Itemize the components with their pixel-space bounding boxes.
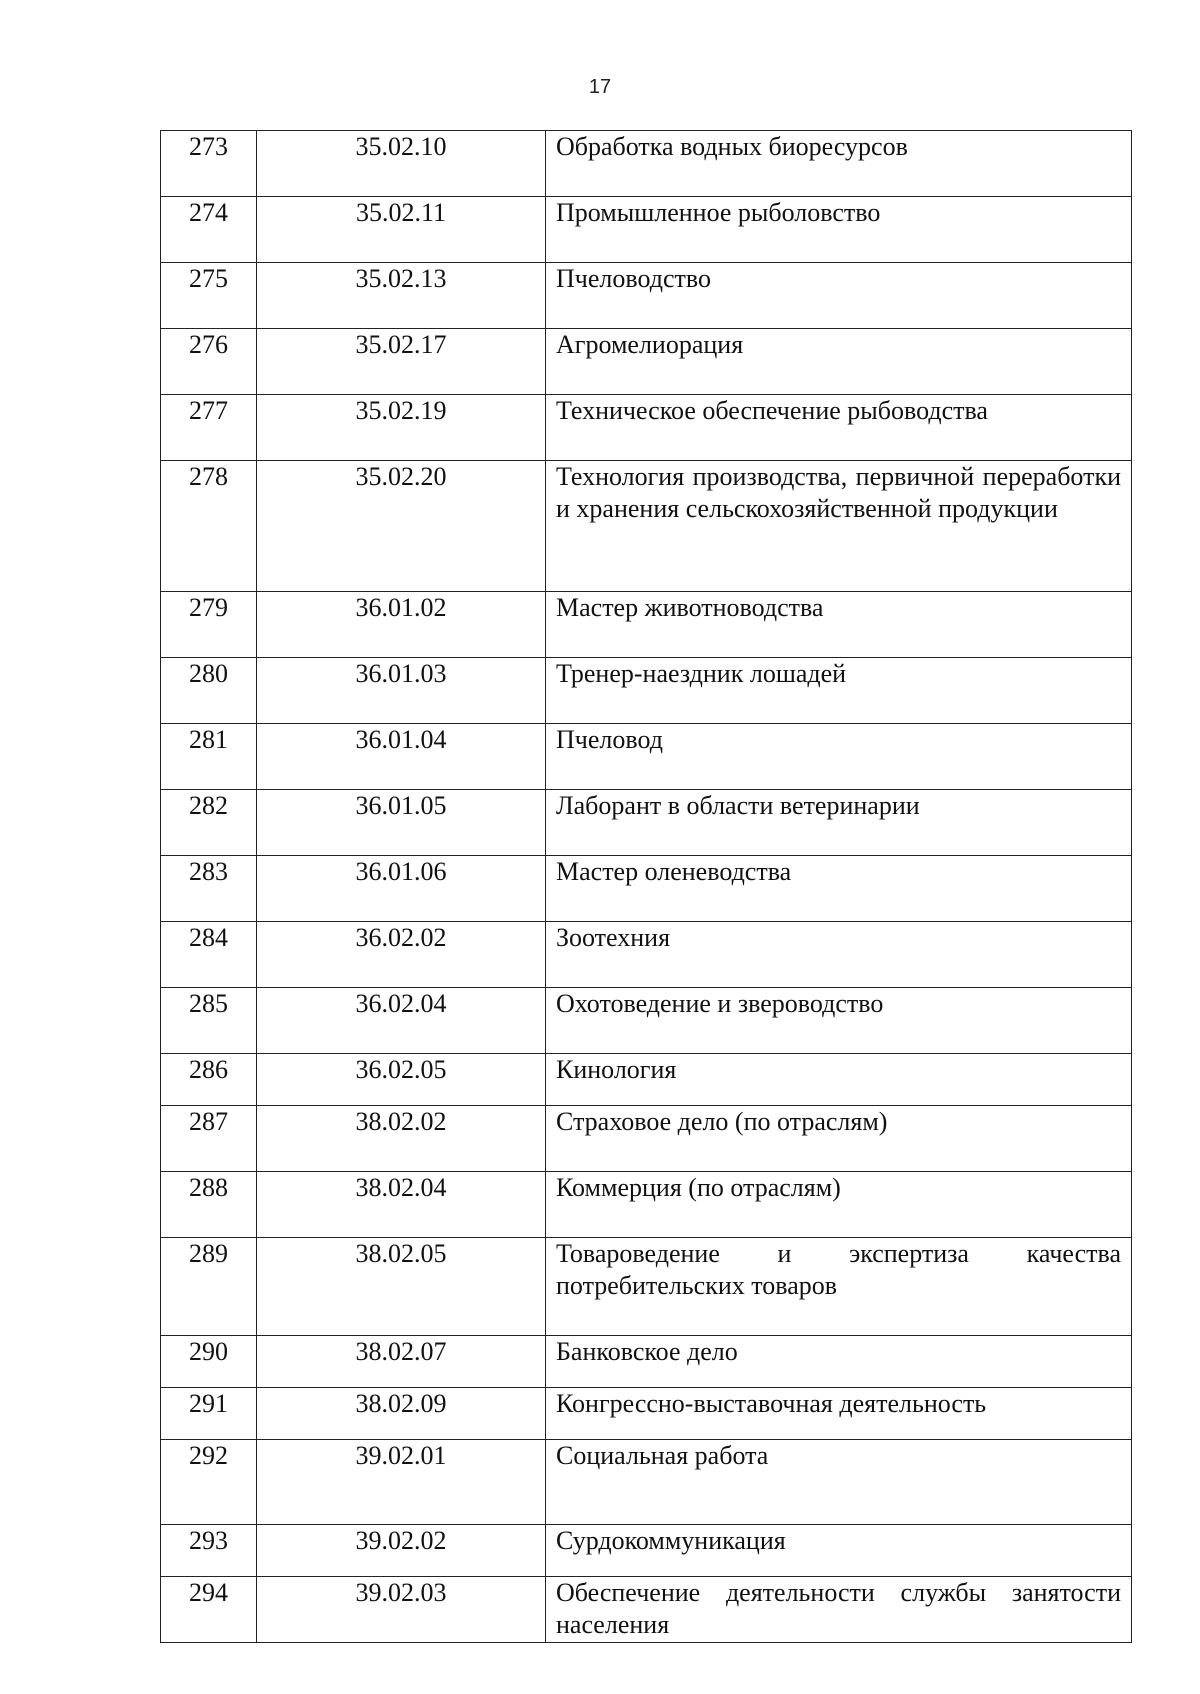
row-number: 283 xyxy=(161,856,257,922)
row-number: 285 xyxy=(161,988,257,1054)
row-number: 287 xyxy=(161,1106,257,1172)
table-row xyxy=(161,131,1132,197)
row-number: 289 xyxy=(161,1238,257,1336)
specialty-name: Агромелиорация xyxy=(546,329,1132,395)
specialty-code: 38.02.02 xyxy=(257,1106,546,1172)
specialty-code: 36.01.04 xyxy=(257,724,546,790)
specialty-name: Товароведение и экспертиза качества потребительских товаров xyxy=(546,1238,1132,1336)
specialty-name: Обеспечение деятельности службы занятости населения xyxy=(546,1577,1132,1643)
row-number: 291 xyxy=(161,1388,257,1440)
specialty-name: Техническое обеспечение рыбоводства xyxy=(546,395,1132,461)
specialty-code: 36.02.02 xyxy=(257,922,546,988)
page-number: 17 xyxy=(588,76,612,98)
specialty-name: Пчеловодство xyxy=(546,263,1132,329)
table-row xyxy=(161,1054,1132,1106)
specialty-code: 36.01.03 xyxy=(257,658,546,724)
specialty-name: Сурдокоммуникация xyxy=(546,1525,1132,1577)
row-number: 284 xyxy=(161,922,257,988)
row-number: 286 xyxy=(161,1054,257,1106)
table-row xyxy=(161,1388,1132,1440)
table-row xyxy=(161,1336,1132,1388)
row-number: 278 xyxy=(161,461,257,592)
row-number: 275 xyxy=(161,263,257,329)
row-number: 273 xyxy=(161,131,257,197)
specialty-code: 38.02.07 xyxy=(257,1336,546,1388)
specialty-name: Обработка водных биоресурсов xyxy=(546,131,1132,197)
table-row xyxy=(161,790,1132,856)
table-row xyxy=(161,1238,1132,1336)
table-row xyxy=(161,724,1132,790)
specialty-name: Промышленное рыболовство xyxy=(546,197,1132,263)
table-row xyxy=(161,461,1132,592)
specialty-code: 38.02.09 xyxy=(257,1388,546,1440)
table-row xyxy=(161,1440,1132,1525)
specialty-name: Зоотехния xyxy=(546,922,1132,988)
row-number: 293 xyxy=(161,1525,257,1577)
table-row xyxy=(161,658,1132,724)
row-number: 280 xyxy=(161,658,257,724)
specialty-code: 39.02.03 xyxy=(257,1577,546,1643)
specialty-code: 36.02.05 xyxy=(257,1054,546,1106)
table-row xyxy=(161,1525,1132,1577)
specialty-name: Мастер оленеводства xyxy=(546,856,1132,922)
row-number: 274 xyxy=(161,197,257,263)
specialty-name: Лаборант в области ветеринарии xyxy=(546,790,1132,856)
specialty-name: Пчеловод xyxy=(546,724,1132,790)
table-row xyxy=(161,197,1132,263)
specialty-code: 36.01.02 xyxy=(257,592,546,658)
specialty-code: 35.02.17 xyxy=(257,329,546,395)
specialty-code: 38.02.04 xyxy=(257,1172,546,1238)
row-number: 276 xyxy=(161,329,257,395)
table-row xyxy=(161,1172,1132,1238)
table-row xyxy=(161,988,1132,1054)
specialty-name: Технология производства, первичной переработки и хранения сельскохозяйственной продукции xyxy=(546,461,1132,592)
table-row xyxy=(161,856,1132,922)
table-row xyxy=(161,922,1132,988)
specialty-name: Мастер животноводства xyxy=(546,592,1132,658)
table-row xyxy=(161,329,1132,395)
specialty-name: Страховое дело (по отраслям) xyxy=(546,1106,1132,1172)
specialty-code: 35.02.19 xyxy=(257,395,546,461)
specialty-code: 38.02.05 xyxy=(257,1238,546,1336)
specialty-code: 35.02.10 xyxy=(257,131,546,197)
row-number: 279 xyxy=(161,592,257,658)
specialty-table xyxy=(160,130,1132,1643)
row-number: 292 xyxy=(161,1440,257,1525)
specialty-name: Коммерция (по отраслям) xyxy=(546,1172,1132,1238)
specialty-code: 35.02.20 xyxy=(257,461,546,592)
row-number: 281 xyxy=(161,724,257,790)
specialty-code: 36.01.06 xyxy=(257,856,546,922)
table-row xyxy=(161,1106,1132,1172)
specialty-name: Охотоведение и звероводство xyxy=(546,988,1132,1054)
row-number: 282 xyxy=(161,790,257,856)
specialty-code: 35.02.13 xyxy=(257,263,546,329)
specialty-name: Тренер-наездник лошадей xyxy=(546,658,1132,724)
row-number: 277 xyxy=(161,395,257,461)
row-number: 288 xyxy=(161,1172,257,1238)
table-row xyxy=(161,263,1132,329)
specialty-code: 35.02.11 xyxy=(257,197,546,263)
specialty-name: Банковское дело xyxy=(546,1336,1132,1388)
row-number: 290 xyxy=(161,1336,257,1388)
specialty-code: 36.02.04 xyxy=(257,988,546,1054)
specialty-code: 39.02.01 xyxy=(257,1440,546,1525)
row-number: 294 xyxy=(161,1577,257,1643)
specialty-code: 39.02.02 xyxy=(257,1525,546,1577)
table-row xyxy=(161,592,1132,658)
specialty-name: Конгрессно-выставочная деятельность xyxy=(546,1388,1132,1440)
table-row xyxy=(161,1577,1132,1643)
specialty-name: Кинология xyxy=(546,1054,1132,1106)
table-row xyxy=(161,395,1132,461)
specialty-code: 36.01.05 xyxy=(257,790,546,856)
specialty-name: Социальная работа xyxy=(546,1440,1132,1525)
